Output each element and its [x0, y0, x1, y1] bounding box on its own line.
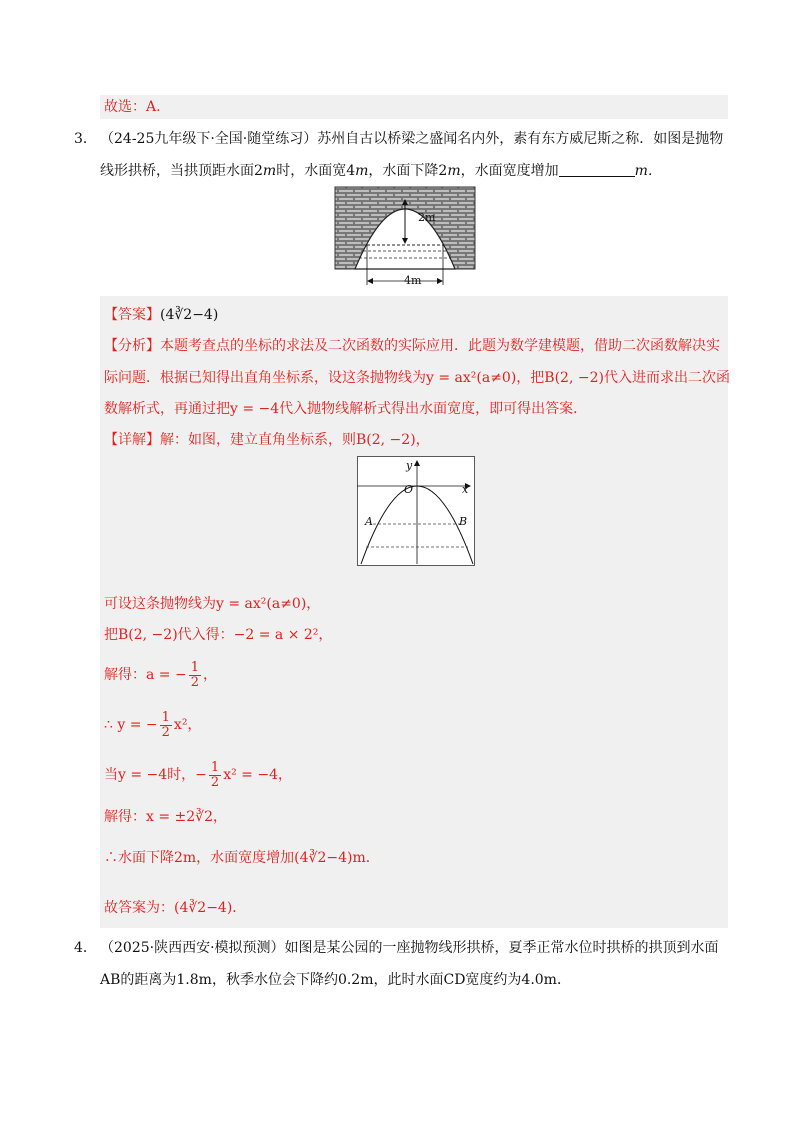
graph-label-y: y	[406, 459, 413, 472]
step2: 把B(2, −2)代入得：−2 = a × 2²，	[104, 627, 333, 643]
graph-label-b: B	[459, 515, 468, 528]
question-4-line2: AB的距离为1.8m，秋季水位会下降约0.2m，此时水面CD宽度约为4.0m．	[100, 972, 571, 988]
step7: ∴水面下降2m，水面宽度增加(4∛2−4)m．	[104, 850, 380, 866]
question-3-number: 3．	[74, 131, 97, 147]
prev-answer-line: 故选：A.	[104, 99, 161, 115]
detail-line1: 【详解】解：如图，建立直角坐标系，则B(2, −2)，	[104, 432, 430, 448]
final-answer: 故答案为：(4∛2−4)．	[104, 900, 247, 916]
question-3-line1: （24-25九年级下·全国·随堂练习）苏州自古以桥梁之盛闻名内外，素有东方威尼斯之称．如图是抛物	[100, 131, 724, 147]
bridge-height-label: 2m	[418, 211, 436, 224]
analysis-line1: 【分析】本题考查点的坐标的求法及二次函数的实际应用．此题为数学建模题，借助二次函数解决实	[104, 338, 720, 354]
graph-label-a: A	[365, 515, 373, 528]
question-3-line2: 线形拱桥，当拱顶距水面2m时，水面宽4m，水面下降2m，水面宽度增加 m．	[100, 163, 662, 179]
question-4-number: 4．	[74, 940, 97, 956]
graph-label-x: x	[462, 483, 469, 496]
step3: 解得：a = − $\frac{1}{2}$ ，	[104, 659, 217, 690]
answer-tag: 【答案】	[104, 307, 160, 323]
step6: 解得：x = ±2∛2，	[104, 809, 227, 825]
step5: 当y = −4时，− $\frac{1}{2}$ x² = −4，	[104, 759, 292, 790]
graph-label-o: O	[404, 483, 414, 496]
answer-value: (4∛2−4)	[160, 307, 219, 323]
prev-solution-shade	[100, 95, 728, 119]
bridge-width-label: 4m	[404, 274, 422, 287]
question-4-line1: （2025·陕西西安·模拟预测）如图是某公园的一座抛物线形拱桥，夏季正常水位时拱桥的拱顶到水面	[100, 940, 719, 956]
step4: ∴ y = − $\frac{1}{2}$ x²，	[104, 709, 202, 740]
parabola-graph	[357, 456, 475, 566]
analysis-line2: 际问题．根据已知得出直角坐标系，设这条抛物线为y = ax²(a≠0)，把B(2, −2)代入进而求出二次函	[104, 370, 730, 386]
answer-row	[104, 305, 218, 325]
analysis-line3: 数解析式，再通过把y = −4代入抛物线解析式得出水面宽度，即可得出答案．	[104, 401, 588, 417]
step1: 可设这条抛物线为y = ax²(a≠0)，	[104, 596, 321, 612]
answer-blank[interactable]	[559, 162, 635, 177]
